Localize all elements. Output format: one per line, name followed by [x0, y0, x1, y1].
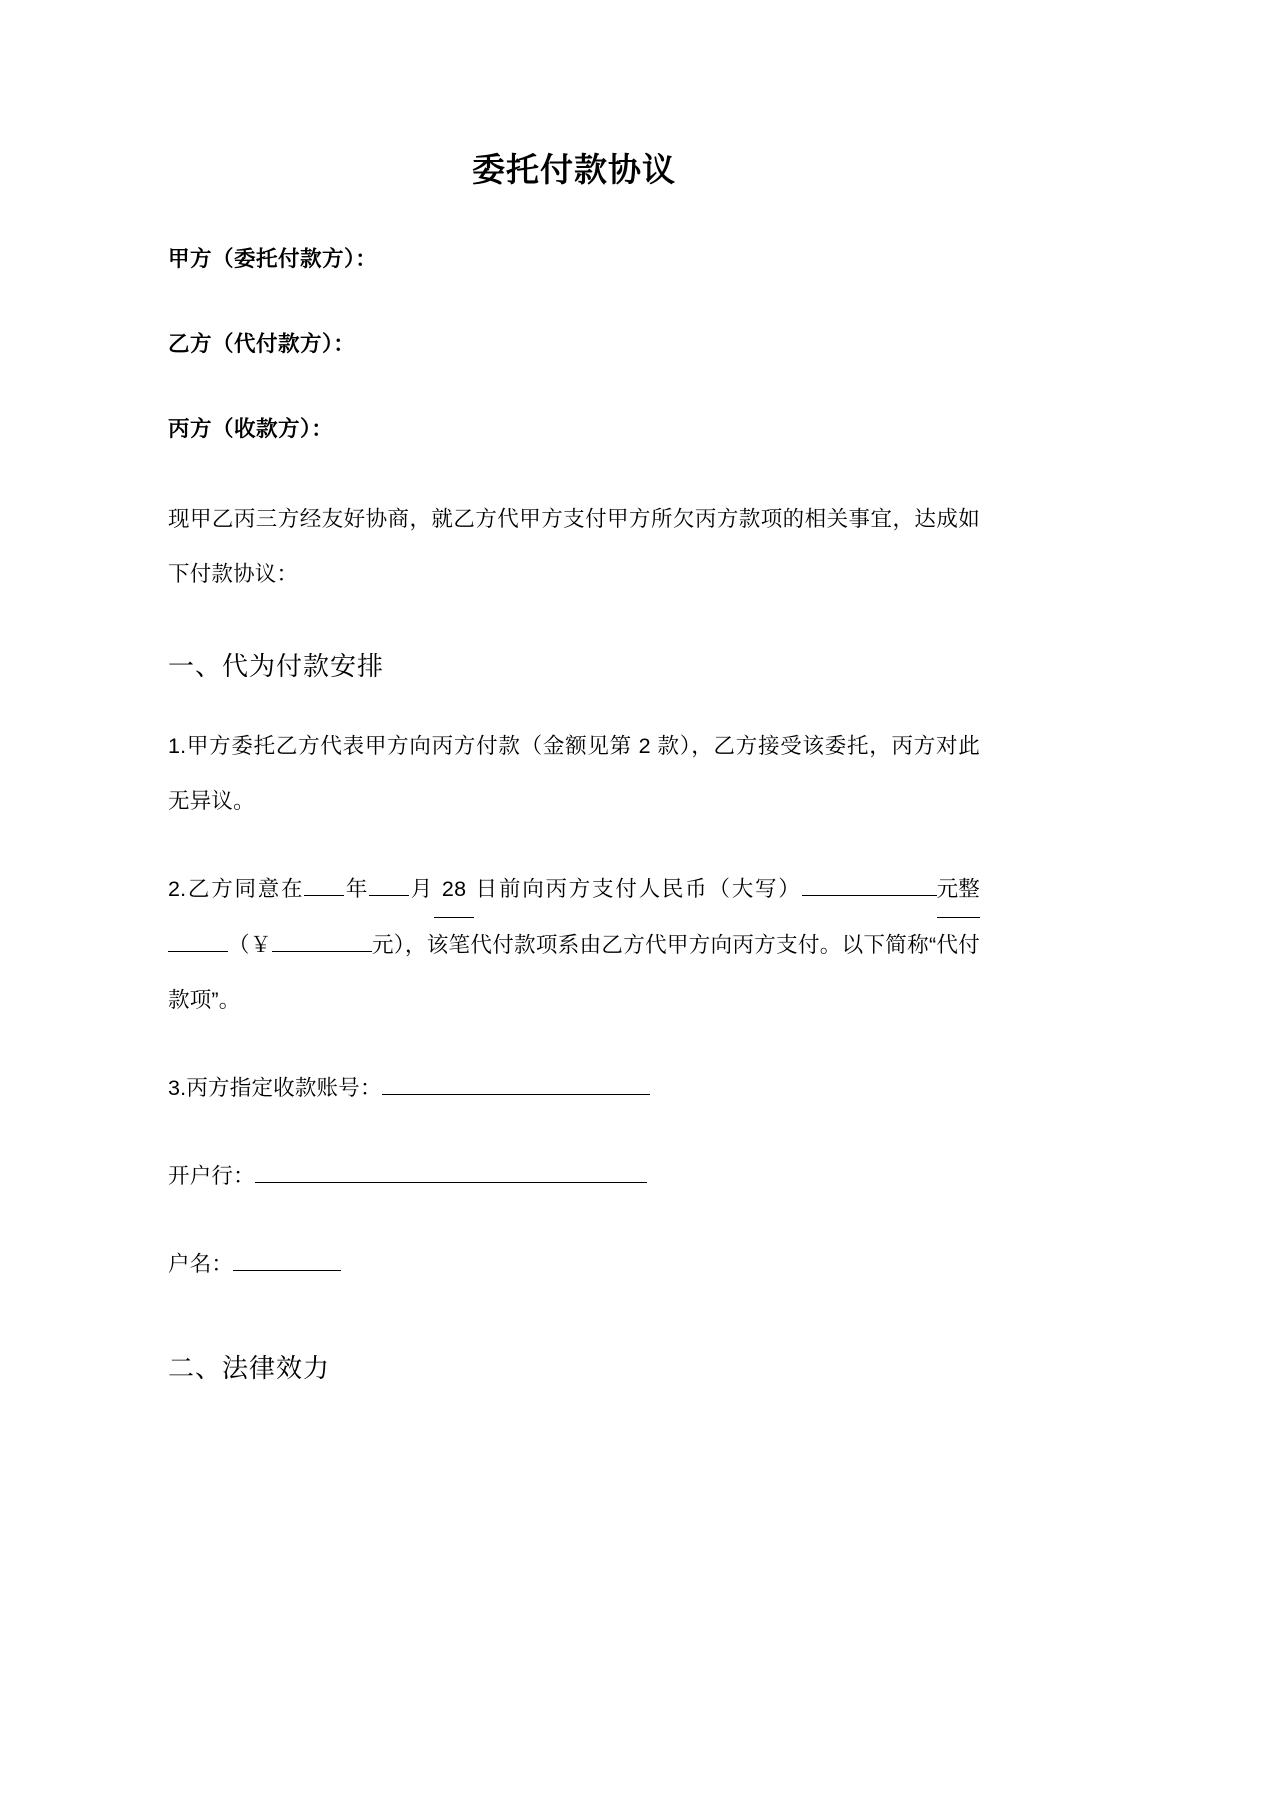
account-holder-blank[interactable]: [233, 1249, 341, 1272]
section-heading-2: 二、法律效力: [168, 1354, 331, 1383]
amount-in-digits-blank[interactable]: [272, 930, 372, 953]
clause-3-number: 3.: [168, 1076, 187, 1100]
intro-paragraph: 现甲乙丙三方经友好协商，就乙方代甲方支付甲方所欠丙方款项的相关事宜，达成如下付款协议：: [168, 507, 980, 586]
bank-label: 开户行：: [168, 1164, 255, 1188]
year-blank[interactable]: [304, 895, 344, 896]
clause-3-label: 丙方指定收款账号：: [186, 1076, 382, 1100]
clause-2-number: 2.: [168, 877, 187, 901]
amount-in-words-blank[interactable]: [802, 874, 937, 897]
receiving-account-blank[interactable]: [382, 1073, 650, 1096]
clause-1-number: 1.: [168, 734, 187, 758]
clause-2-text-tail: ，该笔代付款项系由乙方代甲方向丙方支付。以下简称“代付款项”。: [168, 933, 980, 1012]
clause-1: [168, 719, 980, 829]
party-label-party-b: 乙方（代付款方）：: [168, 332, 356, 356]
currency-open-label: （￥: [228, 933, 272, 957]
month-blank[interactable]: [369, 895, 409, 896]
document-body: [168, 0, 980, 1388]
party-label-party-a: 甲方（委托付款方）：: [168, 247, 378, 271]
section-heading-1: 一、代为付款安排: [168, 652, 385, 681]
bank-name-blank[interactable]: [255, 1161, 647, 1184]
bank-row: [168, 1149, 980, 1204]
month-unit-label: 月: [409, 877, 435, 901]
day-unit-label: 日前向丙方支付人民币（大写）: [474, 877, 802, 901]
page-title: 委托付款协议: [472, 151, 676, 188]
amount-in-words-tail-blank[interactable]: [168, 930, 228, 953]
amount-in-words-suffix: 元整: [937, 862, 980, 918]
account-name-label: 户名：: [168, 1252, 234, 1276]
currency-unit-label: 元）: [371, 933, 405, 957]
year-unit-label: 年: [344, 877, 370, 901]
party-label-party-c: 丙方（收款方）：: [168, 417, 334, 441]
clause-2-text-lead: 乙方同意在: [186, 877, 305, 901]
clause-2: [168, 862, 980, 1028]
clause-3: [168, 1061, 980, 1116]
account-name-row: [168, 1237, 980, 1292]
clause-1-text: 甲方委托乙方代表甲方向丙方付款（金额见第 2 款），乙方接受该委托，丙方对此无异议。: [168, 734, 980, 813]
day-blank[interactable]: 28: [434, 862, 474, 918]
